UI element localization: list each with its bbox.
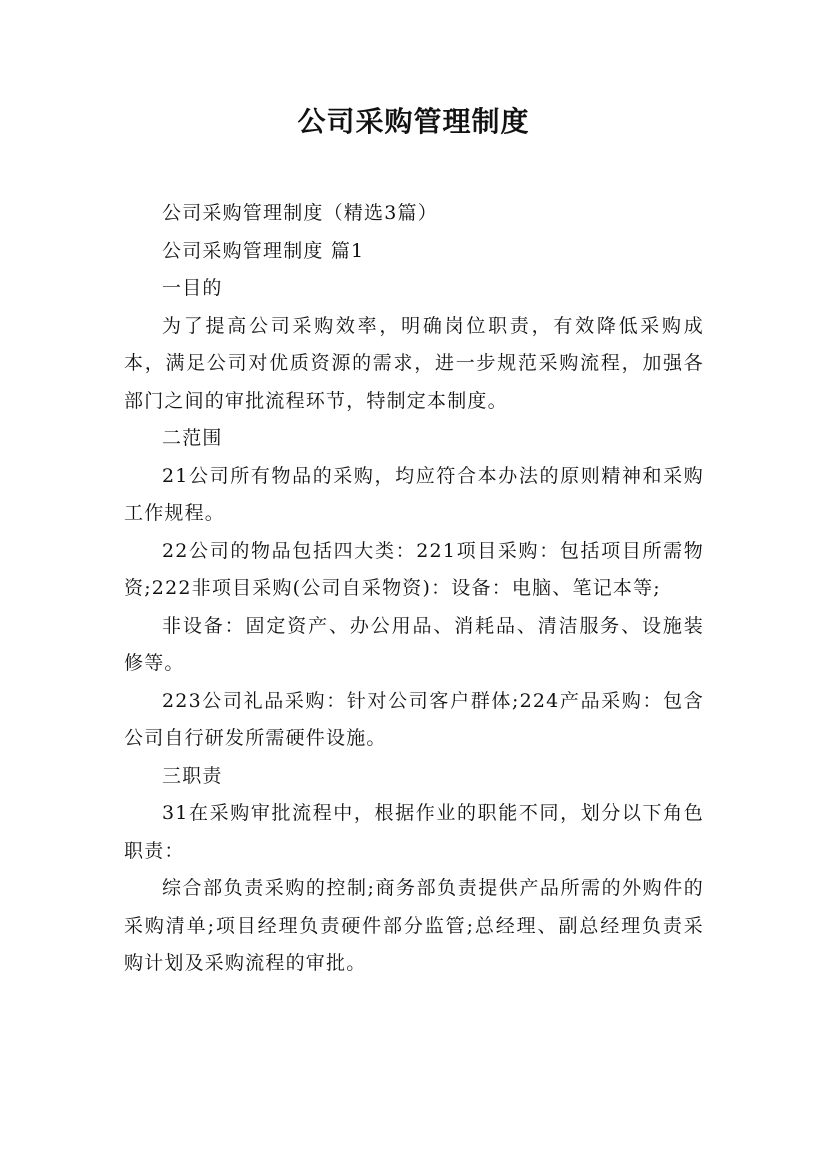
paragraph-duties-31: 31在采购审批流程中，根据作业的职能不同，划分以下角色职责：: [124, 802, 704, 862]
paragraph-duties-roles: 综合部负责采购的控制;商务部负责提供产品所需的外购件的采购清单;项目经理负责硬件部分监管;总经理、副总经理负责采购计划及采购流程的审批。: [124, 877, 704, 974]
paragraph-scope-223: 223公司礼品采购：针对公司客户群体;224产品采购：包含公司自行研发所需硬件设施。: [124, 689, 704, 749]
paragraph-non-equipment: 非设备：固定资产、办公用品、消耗品、清洁服务、设施装修等。: [124, 614, 704, 674]
section-heading-duties: 三职责: [162, 764, 223, 787]
section-heading-scope: 二范围: [162, 427, 223, 449]
paragraph-part-heading: 公司采购管理制度 篇1: [162, 239, 365, 262]
paragraph-subtitle: 公司采购管理制度（精选3篇）: [162, 202, 438, 224]
section-heading-purpose: 一目的: [162, 277, 223, 299]
paragraph-scope-22: 22公司的物品包括四大类：221项目采购：包括项目所需物资;222非项目采购(公司自采物资)：设备：电脑、笔记本等;: [124, 539, 704, 599]
document-title: 公司采购管理制度: [297, 105, 530, 138]
paragraph-purpose: 为了提高公司采购效率，明确岗位职责，有效降低采购成本，满足公司对优质资源的需求，进一步规范采购流程，加强各部门之间的审批流程环节，特制定本制度。: [124, 314, 704, 412]
paragraph-scope-21: 21公司所有物品的采购，均应符合本办法的原则精神和采购工作规程。: [124, 464, 704, 524]
document-body: [124, 195, 704, 983]
